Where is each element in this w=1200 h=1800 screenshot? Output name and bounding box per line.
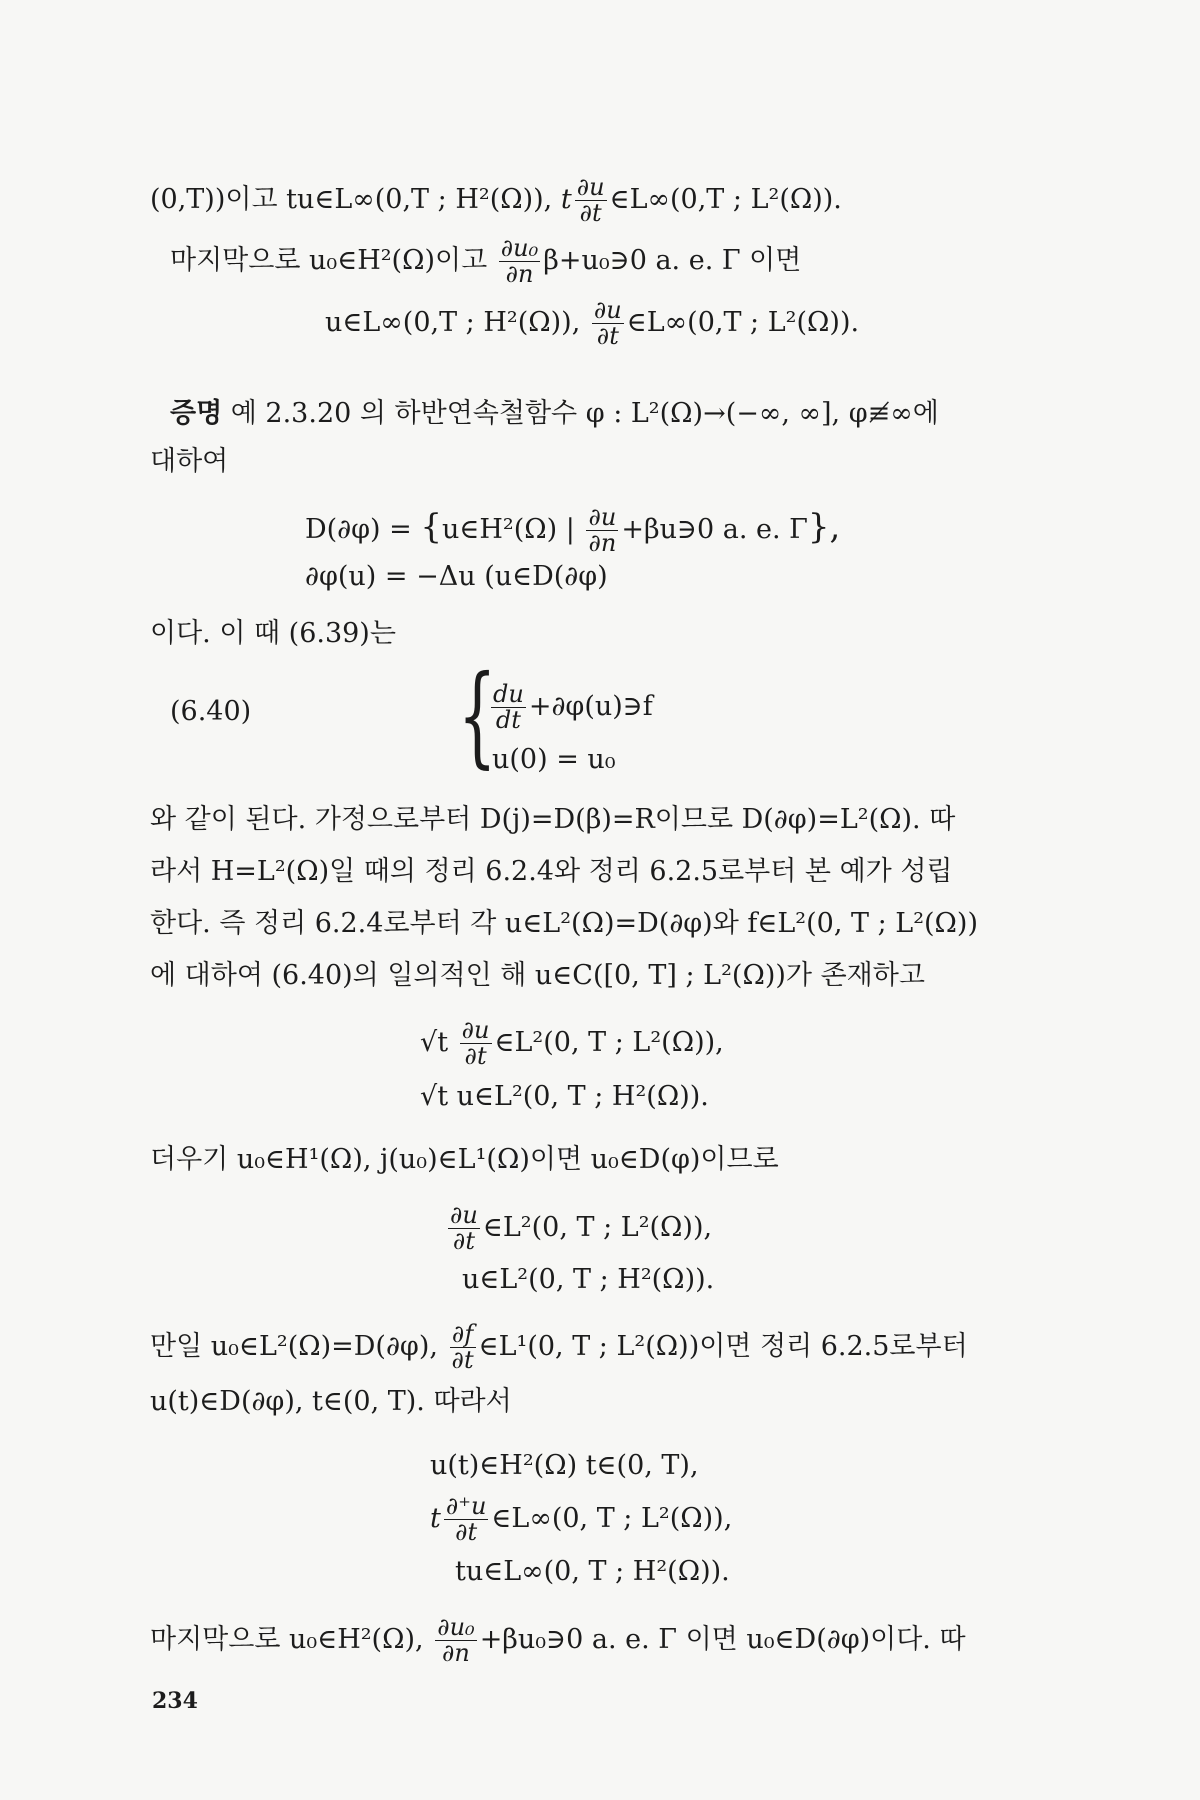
- text-line: [170, 236, 801, 287]
- fraction-numerator: ∂u₀: [500, 234, 539, 262]
- fraction: [450, 1322, 476, 1373]
- text-line: [150, 902, 978, 946]
- equation-number: (6.40): [170, 696, 252, 727]
- text-line: [150, 798, 955, 842]
- text: 마지막으로 u₀∈H²(Ω),: [150, 1624, 433, 1656]
- text: ∂φ(u) = −Δu (u∈D(∂φ): [305, 561, 608, 592]
- fraction: [575, 175, 607, 226]
- fraction-denominator: ∂t: [455, 1518, 478, 1547]
- text: 더우기 u₀∈H¹(Ω), j(u₀)∈L¹(Ω)이면 u₀∈D(φ)이므로: [150, 1144, 779, 1175]
- text-line: [170, 392, 939, 436]
- text-line: [150, 440, 228, 484]
- fraction-denominator: ∂t: [452, 1227, 475, 1256]
- text: 대하여: [150, 446, 229, 477]
- text: 한다. 즉 정리 6.2.4로부터 각 u∈L²(Ω)=D(∂φ)와 f∈L²(0, T ; L²(Ω)): [150, 908, 979, 939]
- text: 라서 H=L²(Ω)일 때의 정리 6.2.4와 정리 6.2.5로부터 본 예가 성립: [150, 856, 953, 887]
- text: ∈L¹(0, T ; L²(Ω))이면 정리 6.2.5로부터: [478, 1331, 968, 1363]
- fraction-numerator: ∂u₀: [437, 1613, 475, 1641]
- text: D(∂φ) =: [305, 514, 421, 546]
- text: β+u₀∋0 a. e. Γ 이면: [543, 245, 802, 277]
- fraction-numerator: ∂⁺u: [445, 1492, 487, 1520]
- fraction-numerator: ∂u: [593, 296, 622, 324]
- fraction-denominator: ∂n: [505, 260, 534, 289]
- fraction-numerator: ∂u: [576, 173, 605, 201]
- fraction-denominator: dt: [495, 706, 521, 735]
- text: u(0) = u₀: [492, 744, 616, 775]
- fraction-denominator: ∂t: [596, 322, 619, 351]
- text: ∈L²(0, T ; L²(Ω)),: [482, 1212, 713, 1244]
- text: √t: [420, 1027, 457, 1059]
- text: ∈L∞(0,T ; L²(Ω)).: [609, 184, 842, 216]
- text: (0,T))이고 tu∈L∞(0,T ; H²(Ω)),: [150, 184, 561, 216]
- math-var: t: [560, 184, 572, 216]
- math-display: [305, 505, 840, 556]
- text: +∂φ(u)∋f: [528, 691, 653, 723]
- text: u∈H²(Ω) |: [442, 514, 584, 546]
- fraction: [499, 236, 541, 287]
- text: 예 2.3.20 의 하반연속철함수 φ : L²(Ω)→(−∞, ∞], φ≢∞에: [222, 398, 939, 429]
- text: u∈L²(0, T ; H²(Ω)).: [462, 1264, 715, 1295]
- fraction: [448, 1203, 480, 1254]
- math-display: [462, 1258, 714, 1302]
- fraction: [460, 1018, 492, 1069]
- math-display: [420, 1075, 709, 1119]
- brace: {: [420, 507, 443, 548]
- math-display: [420, 1018, 724, 1069]
- equation-row: [492, 738, 616, 782]
- text: tu∈L∞(0, T ; H²(Ω)).: [455, 1556, 730, 1587]
- text: +βu₀∋0 a. e. Γ 이면 u₀∈D(∂φ)이다. 따: [479, 1624, 966, 1656]
- text-line: [150, 1380, 512, 1424]
- page-number: 234: [152, 1688, 198, 1714]
- brace: },: [807, 507, 841, 548]
- left-brace: {: [458, 651, 497, 779]
- fraction: [435, 1615, 477, 1666]
- fraction-numerator: du: [493, 680, 524, 708]
- text: u∈L∞(0,T ; H²(Ω)),: [325, 307, 589, 339]
- text-line: [150, 612, 396, 656]
- text-line: [150, 1615, 966, 1666]
- fraction-numerator: ∂f: [450, 1322, 476, 1348]
- fraction-numerator: ∂u: [588, 503, 617, 531]
- text: +βu∋0 a. e. Γ: [621, 514, 808, 546]
- math-display: [455, 1550, 730, 1594]
- math-display: [305, 555, 608, 599]
- text: ∈L²(0, T ; L²(Ω)),: [494, 1027, 724, 1059]
- fraction: [586, 505, 618, 556]
- fraction: [491, 682, 526, 733]
- text: 에 대하여 (6.40)의 일의적인 해 u∈C([0, T] ; L²(Ω))가 존재하고: [150, 960, 925, 991]
- math-display: [445, 1203, 712, 1254]
- fraction: [592, 298, 624, 349]
- fraction-denominator: ∂n: [588, 529, 617, 558]
- equation-row: [488, 682, 653, 733]
- fraction-denominator: ∂t: [579, 199, 602, 228]
- text: 마지막으로 u₀∈H²(Ω)이고: [170, 245, 496, 277]
- text: √t u∈L²(0, T ; H²(Ω)).: [420, 1081, 709, 1112]
- text: ∈L∞(0, T ; L²(Ω)),: [491, 1503, 733, 1535]
- math-display: [430, 1444, 699, 1488]
- text-line: [150, 1322, 968, 1373]
- math-var: t: [430, 1503, 441, 1535]
- fraction: [444, 1494, 489, 1545]
- math-display: [325, 298, 859, 349]
- text-line: [150, 1138, 779, 1182]
- text-line: [150, 175, 842, 226]
- text: u(t)∈H²(Ω) t∈(0, T),: [430, 1450, 699, 1481]
- text: u(t)∈D(∂φ), t∈(0, T). 따라서: [150, 1386, 512, 1417]
- text: 와 같이 된다. 가정으로부터 D(j)=D(β)=R이므로 D(∂φ)=L²(Ω). 따: [150, 804, 956, 835]
- fraction-numerator: ∂u: [450, 1201, 478, 1229]
- fraction-numerator: ∂u: [461, 1016, 490, 1044]
- fraction-denominator: ∂t: [464, 1042, 487, 1071]
- text: 만일 u₀∈L²(Ω)=D(∂φ),: [150, 1331, 447, 1363]
- fraction-denominator: ∂t: [451, 1346, 474, 1375]
- text: 이다. 이 때 (6.39)는: [150, 618, 396, 649]
- proof-label: 증명: [170, 398, 223, 429]
- text-line: [150, 850, 953, 894]
- fraction-denominator: ∂n: [442, 1639, 470, 1668]
- text-line: [150, 954, 925, 998]
- text: ∈L∞(0,T ; L²(Ω)).: [626, 307, 860, 339]
- math-display: [430, 1494, 732, 1545]
